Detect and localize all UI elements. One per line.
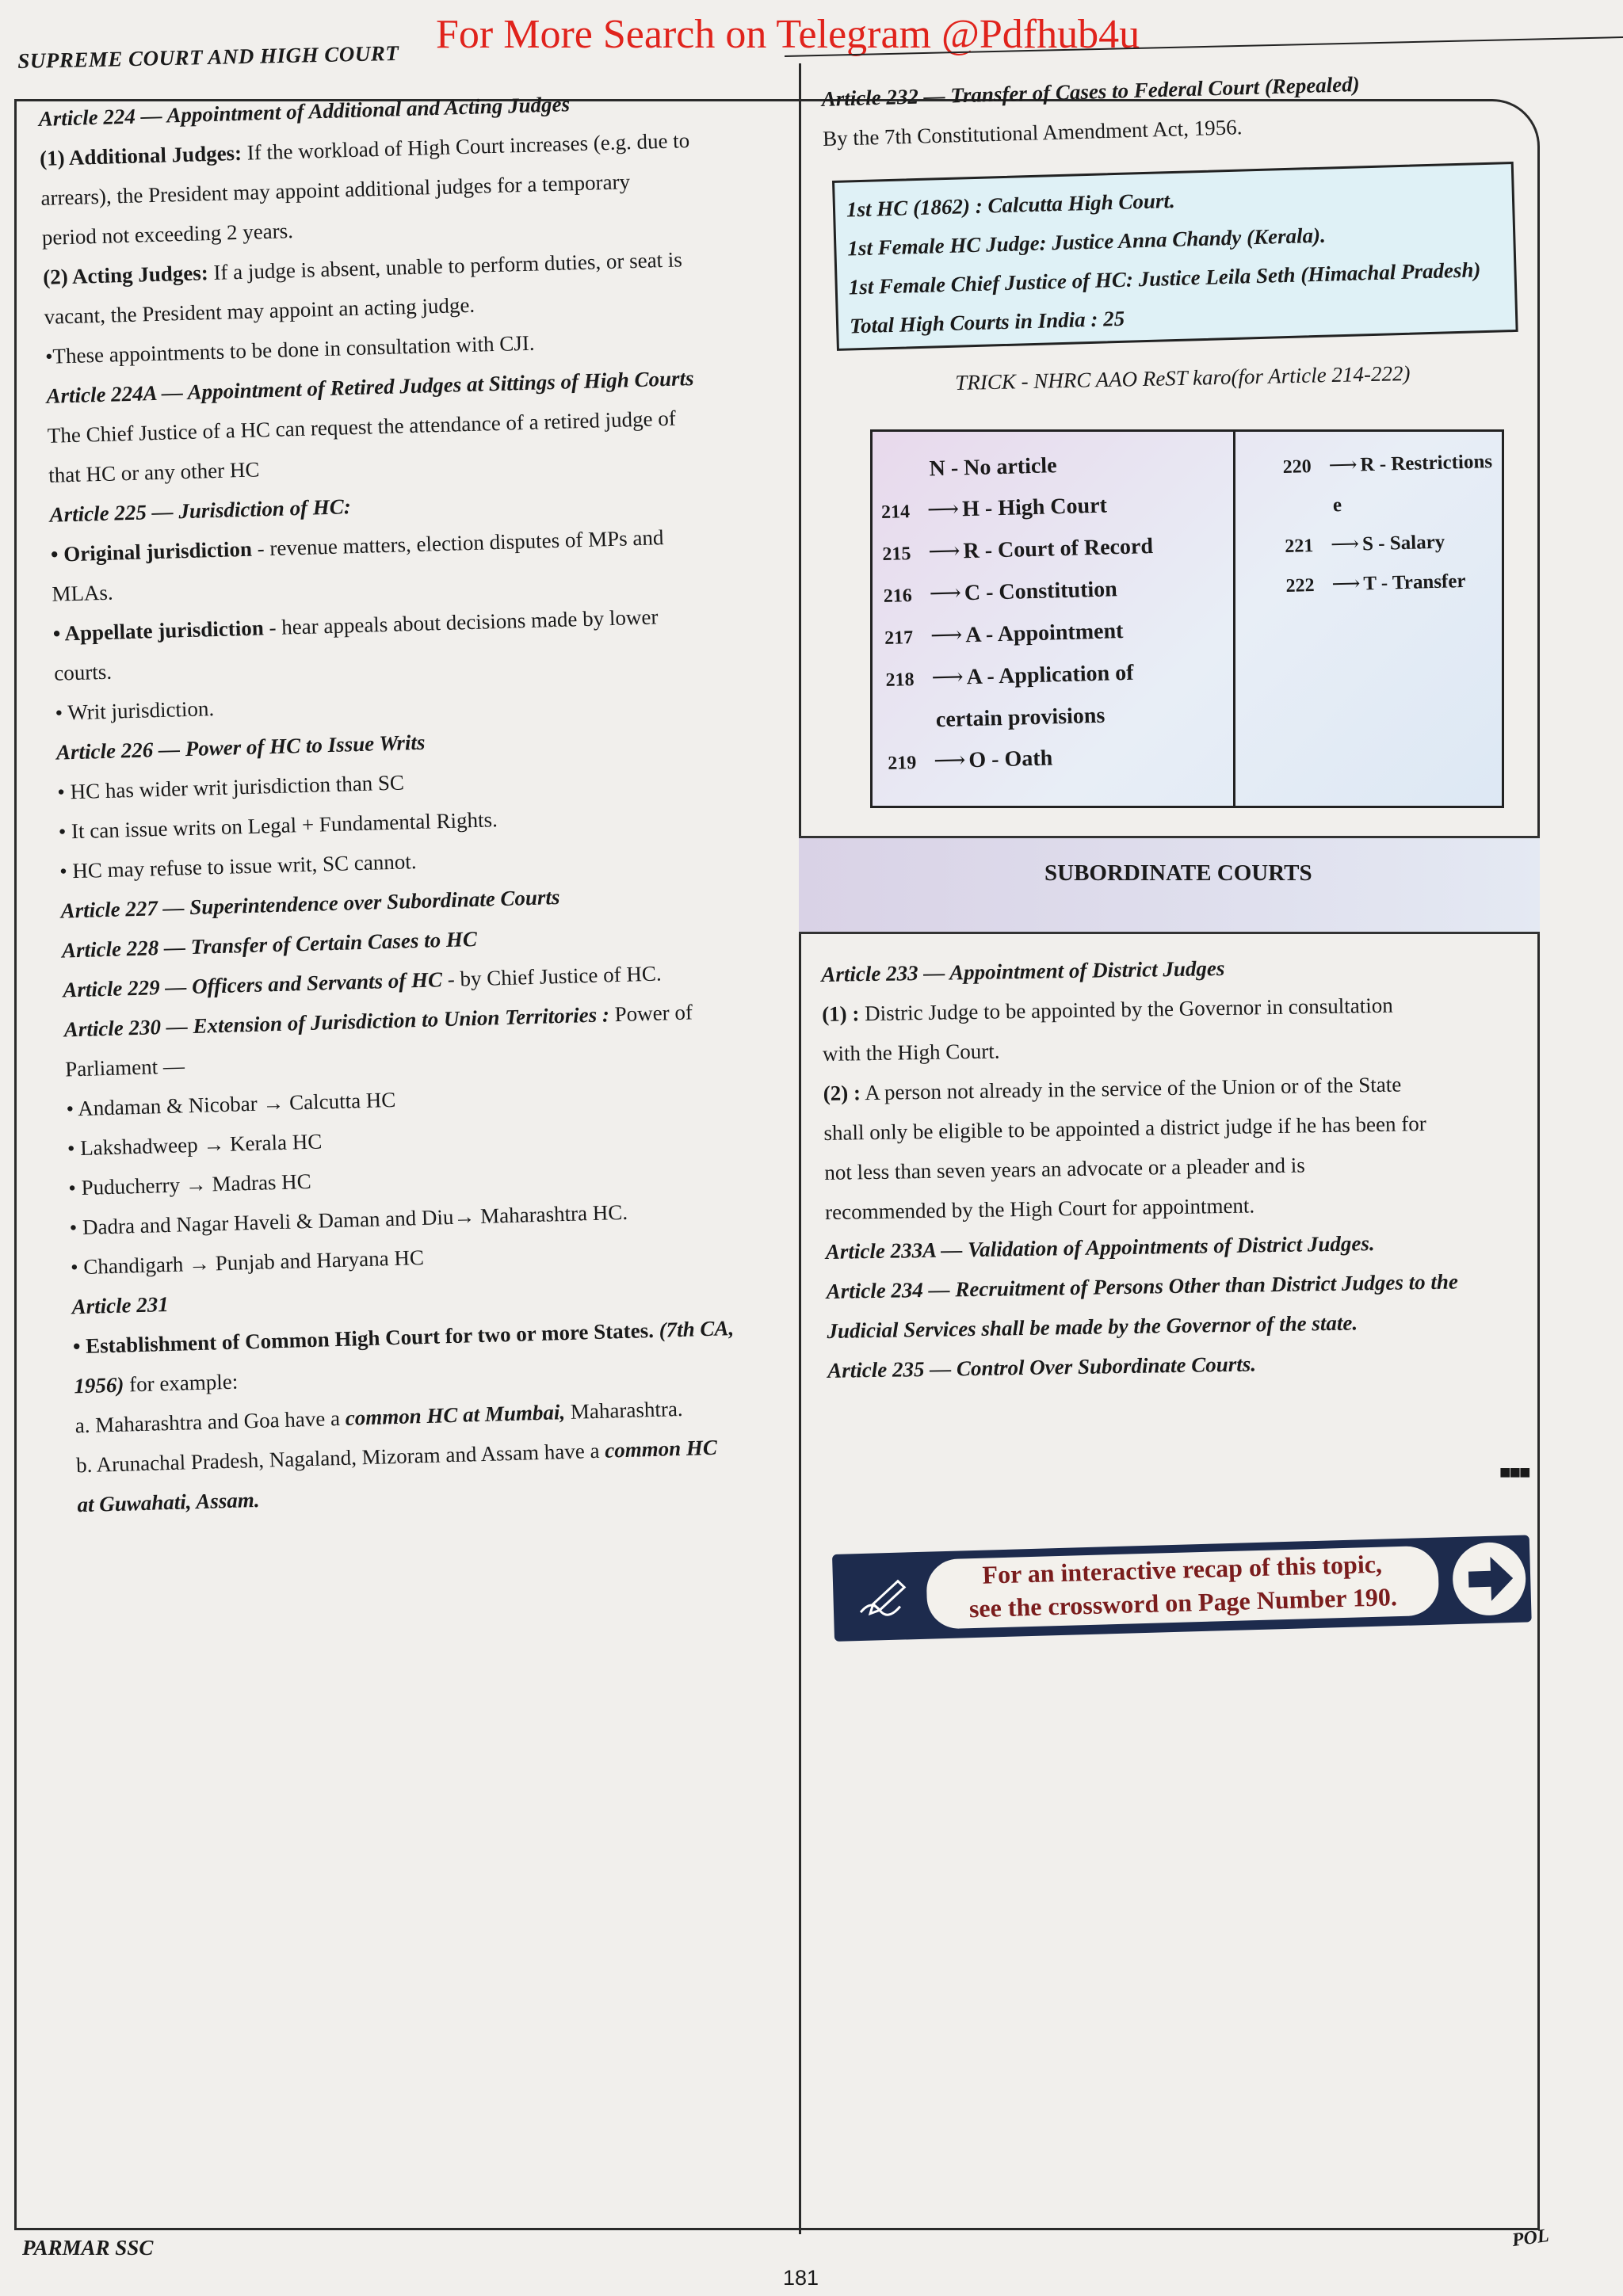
page-number: 181: [783, 2266, 819, 2290]
subordinate-text: Judicial Services shall be made by the Governor of the state.: [827, 1310, 1358, 1343]
left-col-text: - by Chief Justice of HC.: [441, 961, 663, 992]
left-col-heading: (2) Acting Judges:: [42, 261, 209, 289]
left-col-text: Article 231: [71, 1291, 170, 1319]
subordinate-text: A person not already in the service of the Union or of the State: [860, 1072, 1402, 1105]
pen-writing-icon: [855, 1574, 912, 1624]
fact-line: 1st HC (1862) : Calcutta High Court.: [846, 188, 1176, 222]
trick-label: e: [1332, 494, 1342, 517]
trick-article-number: 222: [1285, 575, 1315, 597]
left-col-text: Article 224A — Appointment of Retired Judges at Sittings of High Courts: [46, 366, 694, 408]
subordinate-heading: (2) :: [823, 1081, 861, 1105]
right-column: [821, 72, 1534, 158]
subordinate-courts-section: [821, 955, 1534, 1390]
left-col-heading: • Original jurisdiction: [50, 536, 253, 566]
left-col-text: at Guwahati, Assam.: [77, 1487, 260, 1517]
trick-article-number: 217: [884, 627, 914, 649]
arrow-icon: ⟶: [927, 539, 960, 565]
watermark: For More Search on Telegram @Pdfhub4u: [436, 12, 1140, 57]
trick-title: TRICK - NHRC AAO ReST karo(for Article 214-222): [955, 360, 1411, 395]
trick-article-number: 220: [1282, 456, 1312, 478]
recap-line-1: For an interactive recap of this topic,: [982, 1549, 1383, 1589]
subordinate-text: Distric Judge to be appointed by the Governor in consultation: [859, 993, 1393, 1026]
subordinate-text: Article 234 — Recruitment of Persons Other than District Judges to the: [826, 1269, 1459, 1303]
fact-line: 1st Female HC Judge: Justice Anna Chandy (Kerala).: [846, 223, 1327, 261]
arrow-icon: ⟶: [1330, 533, 1360, 556]
left-col-text: • HC may refuse to issue writ, SC cannot.: [59, 849, 417, 883]
trick-label: A - Appointment: [964, 619, 1124, 648]
left-col-text: • Writ jurisdiction.: [55, 696, 215, 725]
trick-label: R - Court of Record: [963, 534, 1154, 564]
arrow-icon: ⟶: [929, 581, 962, 607]
left-col-text: Article 225 — Jurisdiction of HC:: [49, 494, 352, 527]
left-col-text: Article 227 — Superintendence over Subordinate Courts: [60, 885, 560, 923]
recap-line-2: see the crossword on Page Number 190.: [968, 1582, 1398, 1623]
running-header: SUPREME COURT AND HIGH COURT: [17, 40, 399, 73]
trick-article-number: 218: [885, 669, 915, 691]
trick-row: [1285, 561, 1496, 606]
left-col-emphasis: common HC: [604, 1435, 718, 1463]
trick-label: R - Restrictions: [1360, 451, 1493, 476]
arrow-icon: ⟶: [931, 665, 964, 691]
left-col-heading: • Establishment of: [72, 1329, 246, 1359]
trick-right-list: [1282, 442, 1496, 606]
subordinate-text: not less than seven years an advocate or a pleader and is: [824, 1153, 1305, 1184]
subordinate-text: with the High Court.: [822, 1039, 1000, 1066]
publisher-name: PARMAR SSC: [22, 2236, 154, 2260]
left-col-text: arrears), the President may appoint additional judges for a temporary: [40, 170, 631, 210]
trick-article-number: 215: [882, 543, 911, 565]
arrow-icon: ⟶: [1331, 573, 1361, 596]
trick-row: [883, 568, 1155, 617]
fact-line: Total High Courts in India : 25: [849, 306, 1125, 338]
subordinate-text: recommended by the High Court for appointment.: [824, 1193, 1255, 1224]
left-col-text: 1956): [73, 1372, 124, 1398]
trick-label: H - High Court: [961, 493, 1108, 522]
left-col-text: • Andaman & Nicobar → Calcutta HC: [66, 1087, 396, 1121]
trick-article-number: 221: [1284, 536, 1314, 557]
left-col-text: vacant, the President may appoint an acting judge.: [44, 292, 475, 329]
trick-row: [884, 610, 1156, 659]
trick-article-number: [1284, 511, 1330, 513]
trick-left-list: [880, 443, 1159, 784]
high-court-facts-box: [832, 162, 1518, 351]
left-col-text: Parliament —: [64, 1054, 185, 1081]
trick-row: [888, 735, 1159, 784]
subordinate-text: shall only be eligible to be appointed a district judge if he has been for: [823, 1112, 1426, 1145]
left-col-text: that HC or any other HC: [48, 457, 260, 487]
left-col-text: Article 224 — Appointment of Additional and Acting Judges: [38, 92, 571, 131]
trick-row: [1283, 482, 1494, 527]
left-col-text: Article 228 — Transfer of Certain Cases to HC: [61, 926, 478, 963]
left-col-heading: (1) Additional Judges:: [39, 140, 242, 170]
trick-label: T - Transfer: [1363, 570, 1466, 595]
left-col-emphasis: common HC at Mumbai,: [345, 1400, 566, 1430]
article-232-text: Article 232 — Transfer of Cases to Federal Court (Repealed): [821, 72, 1361, 111]
arrow-icon: ⟶: [926, 497, 960, 523]
left-col-text: Maharashtra.: [564, 1396, 683, 1425]
subordinate-text: Article 233A — Validation of Appointments of District Judges.: [825, 1231, 1375, 1264]
left-col-text: • Puducherry → Madras HC: [67, 1169, 312, 1200]
trick-row: [880, 443, 1151, 491]
left-col-text: Power of: [609, 1000, 693, 1027]
left-col-heading: Article 230 — Extension of Jurisdiction to Union Territories :: [63, 1002, 610, 1042]
subordinate-text: Article 233 — Appointment of District Judges: [821, 956, 1225, 986]
left-col-text: • It can issue writs on Legal + Fundamental Rights.: [58, 807, 498, 844]
left-col-text: • Lakshadweep → Kerala HC: [67, 1129, 323, 1161]
left-col-text: If the workload of High Court increases (e.g. due to: [241, 128, 690, 165]
trick-label: A - Application of: [966, 660, 1134, 690]
left-col-emphasis: (7th CA,: [653, 1316, 735, 1342]
trick-label: S - Salary: [1361, 531, 1445, 555]
left-col-text: for example:: [123, 1369, 239, 1397]
trick-article-number: 219: [888, 752, 917, 774]
trick-article-number: 216: [883, 585, 913, 607]
subordinate-text: Article 235 — Control Over Subordinate Courts.: [827, 1352, 1257, 1383]
end-marker: ■■■: [1499, 1463, 1529, 1483]
trick-row: [880, 484, 1152, 533]
trick-article-number: [880, 475, 926, 477]
arrow-icon: ⟶: [930, 623, 963, 649]
left-col-text: - revenue matters, election disputes of MPs and: [251, 525, 664, 561]
left-col-text: • Chandigarh → Punjab and Haryana HC: [70, 1245, 425, 1280]
left-col-text: •These appointments to be done in consultation with CJI.: [44, 330, 535, 368]
fact-line: 1st Female Chief Justice of HC: Justice Leila Seth (Himachal Pradesh): [848, 257, 1481, 299]
trick-row: [882, 526, 1154, 575]
left-col-text: • Dadra and Nagar Haveli & Daman and Diu→ Maharashtra HC.: [69, 1199, 628, 1240]
left-column: [38, 92, 767, 1525]
trick-label: certain provisions: [935, 703, 1106, 733]
left-col-text: period not exceeding 2 years.: [41, 219, 294, 250]
left-col-text: courts.: [53, 659, 113, 685]
trick-row: [886, 694, 1158, 742]
arrow-right-icon[interactable]: [1452, 1542, 1527, 1617]
column-divider: [799, 63, 801, 2234]
left-col-text: b. Arunachal Pradesh, Nagaland, Mizoram and Assam have a: [75, 1438, 605, 1478]
running-footer-fragment: POL: [1510, 2225, 1551, 2252]
arrow-spacer: [933, 707, 934, 732]
section-title: SUBORDINATE COURTS: [1044, 860, 1312, 886]
subordinate-heading: (1) :: [821, 1001, 860, 1026]
trick-label: N - No article: [929, 453, 1057, 482]
recap-text: [926, 1546, 1439, 1630]
trick-article-number: 214: [880, 502, 911, 523]
left-col-heading: Article 229 — Officers and Servants of HC: [62, 967, 443, 1002]
left-col-heading: • Appellate jurisdiction: [52, 616, 265, 646]
trick-row: [1285, 521, 1495, 566]
left-col-text: • HC has wider writ jurisdiction than SC: [57, 770, 405, 804]
trick-article-number: [887, 727, 933, 728]
left-col-text: MLAs.: [52, 580, 114, 606]
arrow-icon: ⟶: [1328, 454, 1358, 477]
article-232-text: By the 7th Constitutional Amendment Act, 1956.: [822, 115, 1243, 151]
left-col-text: Article 226 — Power of HC to Issue Writs: [55, 730, 426, 765]
trick-row: [885, 652, 1157, 701]
left-col-text: The Chief Justice of a HC can request the attendance of a retired judge of: [47, 406, 677, 448]
left-col-emphasis: Common High Court for two or more States.: [244, 1318, 655, 1354]
left-col-text: - hear appeals about decisions made by lower: [263, 605, 659, 640]
trick-label: C - Constitution: [964, 577, 1118, 606]
trick-table-divider: [1233, 429, 1235, 808]
trick-label: O - Oath: [968, 746, 1053, 773]
left-col-text: If a judge is absent, unable to perform duties, or seat is: [208, 247, 683, 285]
left-col-text: a. Maharashtra and Goa have a: [74, 1405, 346, 1438]
trick-row: [1282, 442, 1493, 487]
arrow-icon: ⟶: [933, 748, 966, 774]
arrow-spacer: [1330, 494, 1331, 516]
